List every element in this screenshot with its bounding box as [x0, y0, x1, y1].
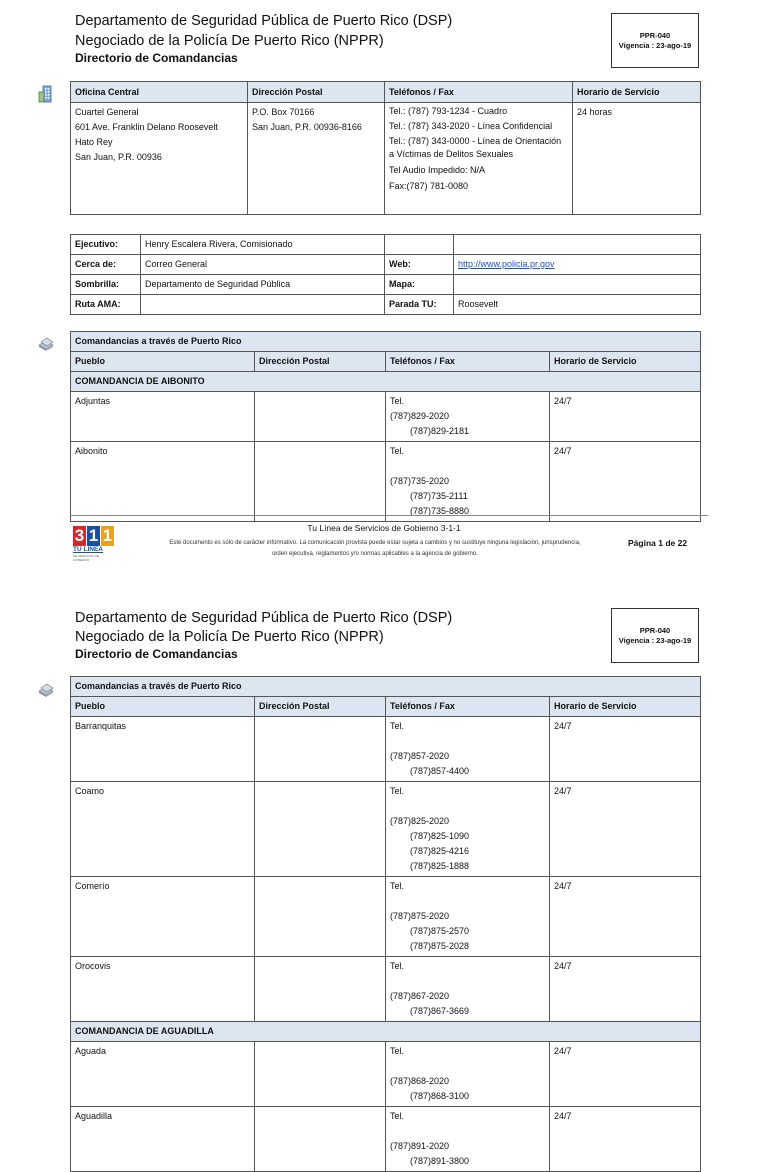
section-aguadilla: COMANDANCIA DE AGUADILLA [71, 1022, 701, 1042]
web-link[interactable]: http://www.policia.pr.gov [458, 259, 555, 269]
comandancias-title: Comandancias a través de Puerto Rico [71, 677, 701, 697]
logo-digit: 1 [88, 526, 99, 545]
phone-line: Tel.: (787) 793-1234 - Cuadro [389, 106, 508, 116]
doc-code-box [611, 608, 699, 663]
office-line: Hato Rey [75, 137, 113, 147]
postal-line: San Juan, P.R. 00936-8166 [252, 122, 362, 132]
footer-note-line: Este documento es sólo de carácter informativo. La comunicación provista puede estar sujeta a cambios y no sustituye ninguna legislación, jurisprudencia, [169, 540, 581, 546]
phone-line: Tel.: (787) 343-2020 - Línea Confidencial [389, 121, 553, 131]
tel-prefix: Tel. [390, 961, 405, 971]
vigencia-date: Vigencia : 23-ago-19 [618, 636, 692, 645]
office-address-cell [71, 103, 248, 215]
central-office-table [70, 81, 701, 215]
mapa-value [454, 275, 701, 295]
phone-number: (787)867-2020 [390, 991, 450, 1001]
phone-number: (787)867-3669 [410, 1006, 470, 1016]
cerca-value: Correo General [141, 255, 385, 275]
table-row [71, 877, 701, 957]
empty-label [385, 235, 454, 255]
comandancias-table-page1 [70, 331, 701, 522]
web-label: Web: [385, 255, 454, 275]
hours-value: 24/7 [550, 1107, 701, 1172]
info-table [70, 234, 701, 315]
page-number: Página 1 de 22 [628, 538, 688, 548]
tel-prefix: Tel. [390, 1111, 405, 1121]
col-header-telefonos: Teléfonos / Fax [386, 352, 550, 372]
postal-empty [255, 957, 386, 1022]
phone-line: Tel.: (787) 343-0000 - Línea de Orientación a Víctimas de Delitos Sexuales [389, 136, 562, 159]
phone-number: (787)868-3100 [410, 1091, 470, 1101]
page-subtitle: Directorio de Comandancias [75, 647, 238, 661]
phone-number: (787)735-2020 [390, 476, 450, 486]
phones-cell [386, 877, 550, 957]
parada-label: Parada TU: [385, 295, 454, 315]
phone-number: (787)735-8880 [410, 506, 470, 516]
building-icon [37, 83, 57, 103]
postal-empty [255, 442, 386, 522]
phone-line: Tel Audio Impedido: N/A [389, 165, 486, 175]
logo-311 [73, 526, 115, 562]
tel-prefix: Tel. [390, 721, 405, 731]
col-header-pueblo: Pueblo [71, 697, 255, 717]
col-header-telefonos: Teléfonos / Fax [385, 82, 573, 103]
page-title-line2: Negociado de la Policía De Puerto Rico (NPPR) [75, 33, 384, 49]
pueblo-name: Barranquitas [71, 717, 255, 782]
mapa-label: Mapa: [385, 275, 454, 295]
logo-text: TU LINEA [73, 546, 103, 553]
cerca-label: Cerca de: [71, 255, 141, 275]
col-header-horario: Horario de Servicio [573, 82, 701, 103]
fax-line: Fax:(787) 781-0080 [389, 181, 469, 191]
phone-number: (787)875-2028 [410, 941, 470, 951]
comandancias-title: Comandancias a través de Puerto Rico [71, 332, 701, 352]
phones-cell [386, 442, 550, 522]
ejecutivo-label: Ejecutivo: [71, 235, 141, 255]
postal-address-cell [248, 103, 385, 215]
phone-number: (787)891-2020 [390, 1141, 450, 1151]
phone-number: (787)857-4400 [410, 766, 470, 776]
logo-tagline: DE SERVICIOS DE GOBIERNO [73, 554, 100, 562]
postal-line: P.O. Box 70166 [252, 107, 315, 117]
phones-cell [385, 103, 573, 215]
phone-number: (787)829-2181 [410, 426, 470, 436]
pueblo-name: Coamo [71, 782, 255, 877]
postal-empty [255, 717, 386, 782]
phone-number: (787)875-2020 [390, 911, 450, 921]
postal-empty [255, 1107, 386, 1172]
page-title-line1: Departamento de Seguridad Pública de Puerto Rico (DSP) [75, 13, 453, 29]
postal-empty [255, 782, 386, 877]
tel-prefix: Tel. [390, 786, 405, 796]
logo-digit: 1 [102, 526, 113, 545]
table-row [71, 442, 701, 522]
phone-number: (787)735-2111 [410, 491, 468, 501]
tel-prefix: Tel. [390, 396, 405, 406]
phone-number: (787)868-2020 [390, 1076, 450, 1086]
footer-title: Tu Línea de Servicios de Gobierno 3-1-1 [307, 523, 461, 533]
col-header-pueblo: Pueblo [71, 352, 255, 372]
phones-cell [386, 1042, 550, 1107]
col-header-direccion: Dirección Postal [255, 352, 386, 372]
hours-value: 24/7 [550, 717, 701, 782]
phones-cell [386, 957, 550, 1022]
pueblo-name: Orocovis [71, 957, 255, 1022]
office-line: San Juan, P.R. 00936 [75, 152, 162, 162]
col-header-telefonos: Teléfonos / Fax [386, 697, 550, 717]
phone-number: (787)875-2570 [410, 926, 470, 936]
table-row [71, 392, 701, 442]
table-row [71, 1107, 701, 1172]
ruta-label: Ruta AMA: [71, 295, 141, 315]
hours-cell: 24 horas [573, 103, 701, 215]
postal-empty [255, 392, 386, 442]
col-header-horario: Horario de Servicio [550, 352, 701, 372]
col-header-direccion: Dirección Postal [255, 697, 386, 717]
office-line: Cuartel General [75, 107, 139, 117]
pueblo-name: Aguadilla [71, 1107, 255, 1172]
hours-value: 24/7 [550, 1042, 701, 1107]
phones-cell [386, 1107, 550, 1172]
doc-code: PPR-040 [639, 626, 671, 635]
ruta-value [141, 295, 385, 315]
pueblo-name: Aibonito [71, 442, 255, 522]
hours-value: 24/7 [550, 392, 701, 442]
phone-number: (787)891-3800 [410, 1156, 470, 1166]
footer-divider [70, 515, 708, 516]
postal-empty [255, 877, 386, 957]
comandancias-table-page2 [70, 676, 701, 1172]
pueblo-name: Adjuntas [71, 392, 255, 442]
phone-number: (787)825-1888 [410, 861, 470, 871]
phones-cell [386, 717, 550, 782]
doc-code-box [611, 13, 699, 68]
sombrilla-value: Departamento de Seguridad Pública [141, 275, 385, 295]
col-header-oficina: Oficina Central [71, 82, 248, 103]
office-line: 601 Ave. Franklin Delano Roosevelt [75, 122, 218, 132]
postal-empty [255, 1042, 386, 1107]
doc-code: PPR-040 [639, 31, 671, 40]
footer-note [125, 538, 625, 560]
phone-number: (787)857-2020 [390, 751, 450, 761]
buildings-icon [37, 679, 57, 699]
table-row [71, 957, 701, 1022]
col-header-horario: Horario de Servicio [550, 697, 701, 717]
phones-cell [386, 782, 550, 877]
document-page-2 [0, 597, 768, 1166]
page-title-line2: Negociado de la Policía De Puerto Rico (NPPR) [75, 629, 384, 645]
phone-number: (787)829-2020 [390, 411, 450, 421]
logo-digit: 3 [74, 526, 85, 545]
tel-prefix: Tel. [390, 1046, 405, 1056]
document-page-1 [0, 0, 768, 562]
hours-value: 24/7 [550, 957, 701, 1022]
section-aibonito: COMANDANCIA DE AIBONITO [71, 372, 701, 392]
footer-note-line: orden ejecutiva, reglamentos y/o normas aplicables a la agencia de gobierno. [272, 551, 478, 557]
pueblo-name: Comerío [71, 877, 255, 957]
phone-number: (787)825-1090 [410, 831, 470, 841]
hours-value: 24/7 [550, 782, 701, 877]
page-subtitle: Directorio de Comandancias [75, 51, 238, 65]
table-row [71, 1042, 701, 1107]
phone-number: (787)825-2020 [390, 816, 450, 826]
table-row [71, 782, 701, 877]
tel-prefix: Tel. [390, 881, 405, 891]
buildings-icon [37, 333, 57, 353]
tel-prefix: Tel. [390, 446, 405, 456]
hours-value: 24/7 [550, 442, 701, 522]
phone-number: (787)825-4216 [410, 846, 470, 856]
table-row [71, 717, 701, 782]
empty-value [454, 235, 701, 255]
hours-value: 24/7 [550, 877, 701, 957]
parada-value: Roosevelt [454, 295, 701, 315]
page-title-line1: Departamento de Seguridad Pública de Puerto Rico (DSP) [75, 610, 453, 626]
ejecutivo-value: Henry Escalera Rivera, Comisionado [141, 235, 385, 255]
col-header-direccion: Dirección Postal [248, 82, 385, 103]
sombrilla-label: Sombrilla: [71, 275, 141, 295]
phones-cell [386, 392, 550, 442]
vigencia-date: Vigencia : 23-ago-19 [618, 41, 692, 50]
pueblo-name: Aguada [71, 1042, 255, 1107]
